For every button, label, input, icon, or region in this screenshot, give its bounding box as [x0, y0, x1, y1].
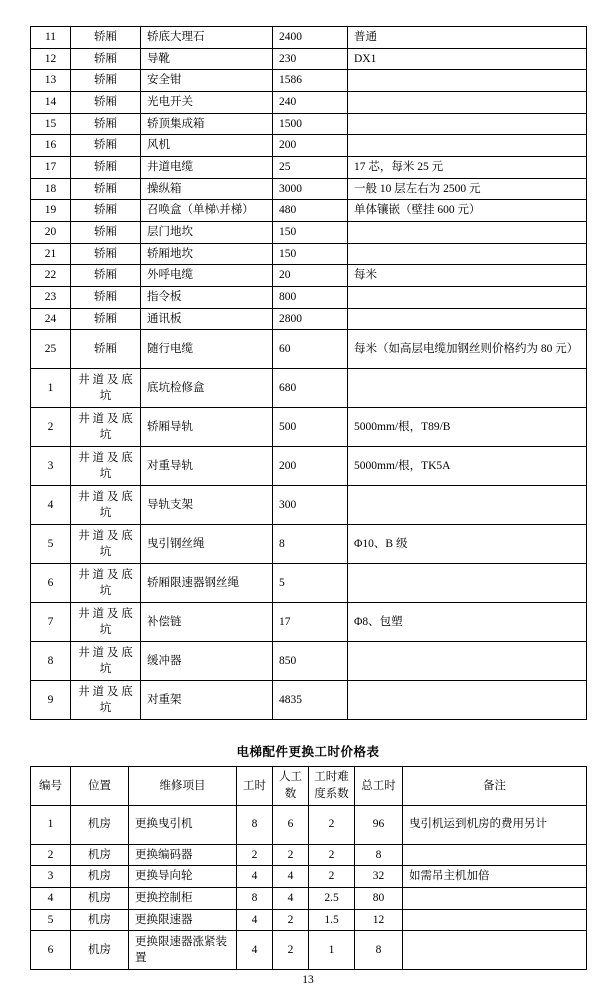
cell-total-hours: 32	[355, 866, 403, 888]
cell-position: 轿厢	[71, 70, 141, 92]
cell-number: 2	[31, 844, 71, 866]
cell-position: 轿厢	[71, 113, 141, 135]
cell-item: 通讯板	[141, 308, 273, 330]
cell-hours: 8	[237, 805, 273, 844]
cell-note: 5000mm/根，T89/B	[348, 408, 587, 447]
cell-people: 2	[273, 844, 309, 866]
cell-price: 480	[273, 200, 348, 222]
cell-position: 井 道 及 底 坑	[71, 408, 141, 447]
cell-price: 1500	[273, 113, 348, 135]
cell-position: 机房	[71, 888, 129, 910]
table-row	[31, 287, 587, 309]
table-row	[31, 113, 587, 135]
table-row	[31, 330, 587, 369]
table-row	[31, 681, 587, 720]
cell-price: 800	[273, 287, 348, 309]
cell-price: 680	[273, 369, 348, 408]
table-row	[31, 27, 587, 49]
table-row	[31, 308, 587, 330]
cell-note	[348, 135, 587, 157]
table-row	[31, 92, 587, 114]
cell-number: 18	[31, 178, 71, 200]
cell-price: 240	[273, 92, 348, 114]
cell-price: 230	[273, 48, 348, 70]
cell-number: 6	[31, 564, 71, 603]
cell-people: 4	[273, 888, 309, 910]
cell-position: 轿厢	[71, 330, 141, 369]
cell-factor: 2	[309, 866, 355, 888]
cell-note	[348, 486, 587, 525]
table-row	[31, 70, 587, 92]
column-header: 维修项目	[129, 767, 237, 805]
cell-position: 井 道 及 底 坑	[71, 369, 141, 408]
cell-item: 风机	[141, 135, 273, 157]
cell-number: 20	[31, 222, 71, 244]
cell-total-hours: 80	[355, 888, 403, 910]
cell-number: 4	[31, 888, 71, 910]
cell-note: 每米（如高层电缆加钢丝则价格约为 80 元）	[348, 330, 587, 369]
cell-item: 底坑检修盒	[141, 369, 273, 408]
cell-hours: 4	[237, 909, 273, 931]
cell-item: 操纵箱	[141, 178, 273, 200]
cell-number: 3	[31, 866, 71, 888]
cell-number: 14	[31, 92, 71, 114]
cell-price: 1586	[273, 70, 348, 92]
cell-note	[348, 642, 587, 681]
column-header: 工时	[237, 767, 273, 805]
cell-note: 一般 10 层左右为 2500 元	[348, 178, 587, 200]
cell-item: 导轨支架	[141, 486, 273, 525]
cell-position: 井 道 及 底 坑	[71, 447, 141, 486]
cell-note: DX1	[348, 48, 587, 70]
cell-position: 机房	[71, 805, 129, 844]
cell-remark: 曳引机运到机房的费用另计	[403, 805, 587, 844]
cell-price: 60	[273, 330, 348, 369]
cell-price: 4835	[273, 681, 348, 720]
cell-position: 机房	[71, 931, 129, 970]
cell-number: 3	[31, 447, 71, 486]
table-row	[31, 888, 587, 910]
table-row	[31, 603, 587, 642]
table-row	[31, 909, 587, 931]
cell-item: 缓冲器	[141, 642, 273, 681]
table-row	[31, 408, 587, 447]
table-row	[31, 369, 587, 408]
table-row	[31, 48, 587, 70]
cell-item: 随行电缆	[141, 330, 273, 369]
cell-item: 轿底大理石	[141, 27, 273, 49]
cell-item: 轿厢地坎	[141, 243, 273, 265]
cell-number: 24	[31, 308, 71, 330]
cell-factor: 2	[309, 805, 355, 844]
cell-total-hours: 8	[355, 931, 403, 970]
cell-number: 7	[31, 603, 71, 642]
cell-price: 850	[273, 642, 348, 681]
table-row	[31, 135, 587, 157]
cell-people: 6	[273, 805, 309, 844]
cell-remark	[403, 888, 587, 910]
cell-price: 17	[273, 603, 348, 642]
cell-number: 1	[31, 369, 71, 408]
cell-people: 2	[273, 931, 309, 970]
cell-note	[348, 287, 587, 309]
cell-total-hours: 12	[355, 909, 403, 931]
cell-note: 每米	[348, 265, 587, 287]
cell-number: 13	[31, 70, 71, 92]
cell-total-hours: 8	[355, 844, 403, 866]
cell-position: 轿厢	[71, 243, 141, 265]
cell-note: Φ8、包塑	[348, 603, 587, 642]
cell-price: 150	[273, 243, 348, 265]
cell-item: 曳引钢丝绳	[141, 525, 273, 564]
cell-note	[348, 70, 587, 92]
cell-item: 层门地坎	[141, 222, 273, 244]
cell-position: 机房	[71, 866, 129, 888]
table-row	[31, 243, 587, 265]
cell-number: 5	[31, 525, 71, 564]
table-row	[31, 178, 587, 200]
cell-note: Φ10、B 级	[348, 525, 587, 564]
cell-remark	[403, 844, 587, 866]
cell-price: 2400	[273, 27, 348, 49]
cell-remark	[403, 909, 587, 931]
cell-number: 11	[31, 27, 71, 49]
parts-price-table	[30, 26, 587, 720]
column-header: 人工数	[273, 767, 309, 805]
cell-position: 轿厢	[71, 265, 141, 287]
cell-item: 对重架	[141, 681, 273, 720]
cell-number: 25	[31, 330, 71, 369]
cell-number: 4	[31, 486, 71, 525]
cell-project: 更换限速器	[129, 909, 237, 931]
cell-item: 轿厢限速器钢丝绳	[141, 564, 273, 603]
table-row	[31, 486, 587, 525]
cell-hours: 8	[237, 888, 273, 910]
cell-item: 补偿链	[141, 603, 273, 642]
cell-position: 井 道 及 底 坑	[71, 486, 141, 525]
cell-number: 19	[31, 200, 71, 222]
cell-note	[348, 308, 587, 330]
cell-note: 17 芯，每米 25 元	[348, 157, 587, 179]
cell-project: 更换编码器	[129, 844, 237, 866]
cell-position: 井 道 及 底 坑	[71, 564, 141, 603]
cell-price: 5	[273, 564, 348, 603]
cell-number: 22	[31, 265, 71, 287]
cell-number: 12	[31, 48, 71, 70]
cell-factor: 1.5	[309, 909, 355, 931]
cell-number: 16	[31, 135, 71, 157]
cell-item: 对重导轨	[141, 447, 273, 486]
cell-number: 15	[31, 113, 71, 135]
cell-price: 20	[273, 265, 348, 287]
labor-table-title: 电梯配件更换工时价格表	[236, 745, 380, 760]
table-row	[31, 564, 587, 603]
cell-position: 机房	[71, 909, 129, 931]
cell-price: 3000	[273, 178, 348, 200]
cell-number: 23	[31, 287, 71, 309]
cell-number: 8	[31, 642, 71, 681]
cell-project: 更换曳引机	[129, 805, 237, 844]
column-header: 总工时	[355, 767, 403, 805]
cell-position: 机房	[71, 844, 129, 866]
cell-item: 轿厢导轨	[141, 408, 273, 447]
cell-position: 轿厢	[71, 48, 141, 70]
cell-item: 安全钳	[141, 70, 273, 92]
cell-price: 200	[273, 135, 348, 157]
cell-project: 更换导向轮	[129, 866, 237, 888]
table-row	[31, 200, 587, 222]
cell-position: 井 道 及 底 坑	[71, 525, 141, 564]
cell-people: 2	[273, 909, 309, 931]
cell-position: 井 道 及 底 坑	[71, 681, 141, 720]
cell-factor: 2	[309, 844, 355, 866]
cell-position: 轿厢	[71, 178, 141, 200]
cell-factor: 1	[309, 931, 355, 970]
cell-note	[348, 92, 587, 114]
cell-people: 4	[273, 866, 309, 888]
cell-note: 单体镶嵌（壁挂 600 元）	[348, 200, 587, 222]
cell-position: 轿厢	[71, 287, 141, 309]
cell-total-hours: 96	[355, 805, 403, 844]
cell-note	[348, 564, 587, 603]
cell-price: 200	[273, 447, 348, 486]
cell-number: 1	[31, 805, 71, 844]
cell-item: 召唤盒（单梯\并梯）	[141, 200, 273, 222]
cell-price: 300	[273, 486, 348, 525]
cell-number: 6	[31, 931, 71, 970]
cell-hours: 2	[237, 844, 273, 866]
cell-price: 25	[273, 157, 348, 179]
table-row	[31, 222, 587, 244]
cell-position: 轿厢	[71, 222, 141, 244]
cell-number: 9	[31, 681, 71, 720]
cell-item: 指令板	[141, 287, 273, 309]
cell-hours: 4	[237, 931, 273, 970]
cell-note	[348, 113, 587, 135]
cell-position: 轿厢	[71, 27, 141, 49]
cell-price: 8	[273, 525, 348, 564]
cell-number: 21	[31, 243, 71, 265]
cell-item: 导靴	[141, 48, 273, 70]
column-header: 编号	[31, 767, 71, 805]
cell-item: 井道电缆	[141, 157, 273, 179]
cell-project: 更换控制柜	[129, 888, 237, 910]
table-row	[31, 265, 587, 287]
cell-note	[348, 369, 587, 408]
column-header: 备注	[403, 767, 587, 805]
cell-position: 井 道 及 底 坑	[71, 603, 141, 642]
cell-position: 轿厢	[71, 157, 141, 179]
cell-number: 17	[31, 157, 71, 179]
column-header: 工时难度系数	[309, 767, 355, 805]
cell-item: 轿顶集成箱	[141, 113, 273, 135]
page-number: 13	[302, 974, 314, 986]
cell-position: 轿厢	[71, 135, 141, 157]
table-row	[31, 866, 587, 888]
cell-factor: 2.5	[309, 888, 355, 910]
table-header-row	[31, 767, 587, 805]
cell-position: 井 道 及 底 坑	[71, 642, 141, 681]
table-row	[31, 447, 587, 486]
cell-number: 2	[31, 408, 71, 447]
table-row	[31, 805, 587, 844]
cell-position: 轿厢	[71, 308, 141, 330]
cell-position: 轿厢	[71, 92, 141, 114]
cell-item: 光电开关	[141, 92, 273, 114]
cell-remark: 如需吊主机加倍	[403, 866, 587, 888]
table-row	[31, 157, 587, 179]
cell-position: 轿厢	[71, 200, 141, 222]
table-row	[31, 931, 587, 970]
table-row	[31, 525, 587, 564]
cell-price: 500	[273, 408, 348, 447]
cell-price: 2800	[273, 308, 348, 330]
cell-price: 150	[273, 222, 348, 244]
cell-item: 外呼电缆	[141, 265, 273, 287]
cell-note	[348, 222, 587, 244]
cell-note	[348, 243, 587, 265]
cell-remark	[403, 931, 587, 970]
cell-hours: 4	[237, 866, 273, 888]
cell-note: 普通	[348, 27, 587, 49]
labor-price-table	[30, 766, 587, 970]
column-header: 位置	[71, 767, 129, 805]
table-row	[31, 844, 587, 866]
cell-note: 5000mm/根，TK5A	[348, 447, 587, 486]
cell-project: 更换限速器涨紧装置	[129, 931, 237, 970]
cell-note	[348, 681, 587, 720]
table-row	[31, 642, 587, 681]
cell-number: 5	[31, 909, 71, 931]
